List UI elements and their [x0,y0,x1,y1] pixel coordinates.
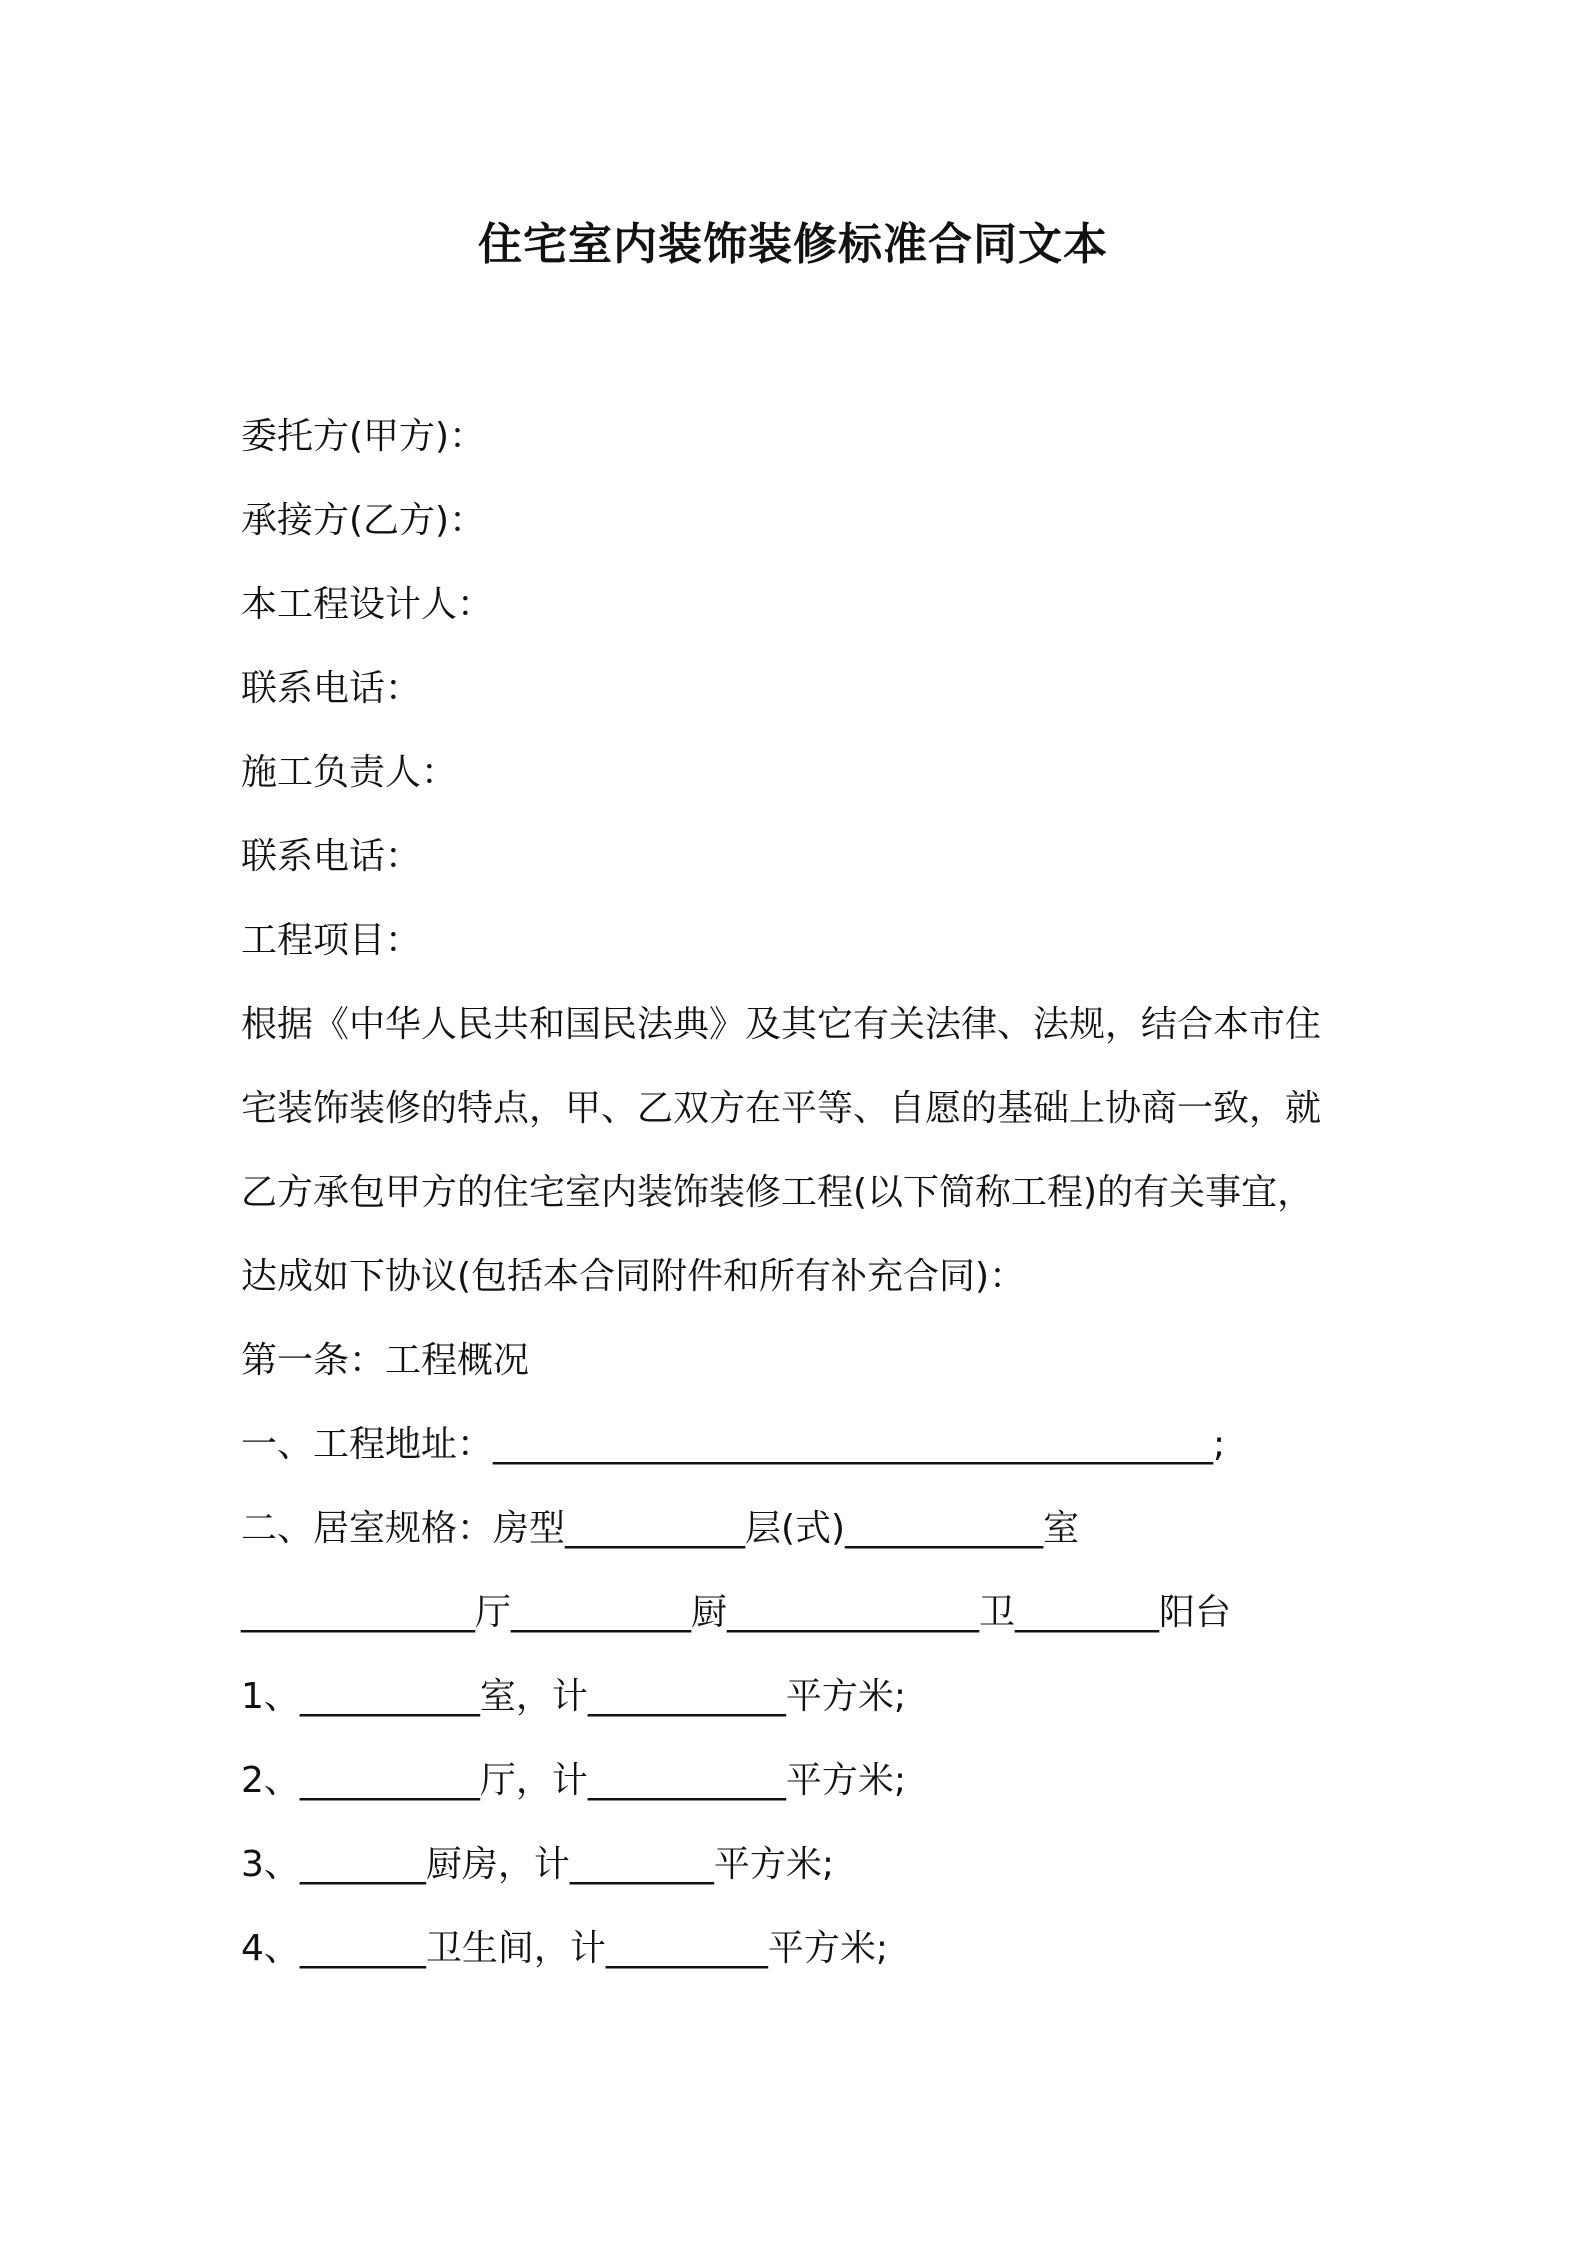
spec-line-2: _____________厅__________厨______________卫________阳台 [241,1592,1231,1633]
field-phone-1: 联系电话： [241,668,422,709]
field-phone-2: 联系电话： [241,836,422,877]
address-line: 一、工程地址：________________________________________; [241,1424,1226,1465]
intro-line: 宅装饰装修的特点，甲、乙双方在平等、自愿的基础上协商一致，就 [241,1088,1322,1129]
field-project: 工程项目： [241,920,422,961]
intro-paragraph [241,983,1361,1319]
field-designer: 本工程设计人： [241,584,494,625]
room-line-1: 1、__________室，计___________平方米; [241,1676,907,1717]
intro-line: 达成如下协议(包括本合同附件和所有补充合同)： [241,1256,1026,1297]
article-1-heading: 第一条：工程概况 [241,1340,530,1381]
room-line-3: 3、_______厨房，计________平方米; [241,1844,835,1885]
document-title: 住宅室内装饰装修标准合同文本 [478,219,1108,270]
room-line-2: 2、__________厅，计___________平方米; [241,1760,907,1801]
spec-line-1: 二、居室规格：房型__________层(式)___________室 [241,1508,1080,1549]
field-construction-lead: 施工负责人： [241,752,458,793]
field-party-a: 委托方(甲方)： [241,416,486,457]
room-line-4: 4、_______卫生间，计_________平方米; [241,1928,889,1969]
intro-line: 根据《中华人民共和国民法典》及其它有关法律、法规，结合本市住 [241,1004,1322,1045]
field-party-b: 承接方(乙方)： [241,500,486,541]
intro-line: 乙方承包甲方的住宅室内装饰装修工程(以下简称工程)的有关事宜， [241,1172,1314,1213]
